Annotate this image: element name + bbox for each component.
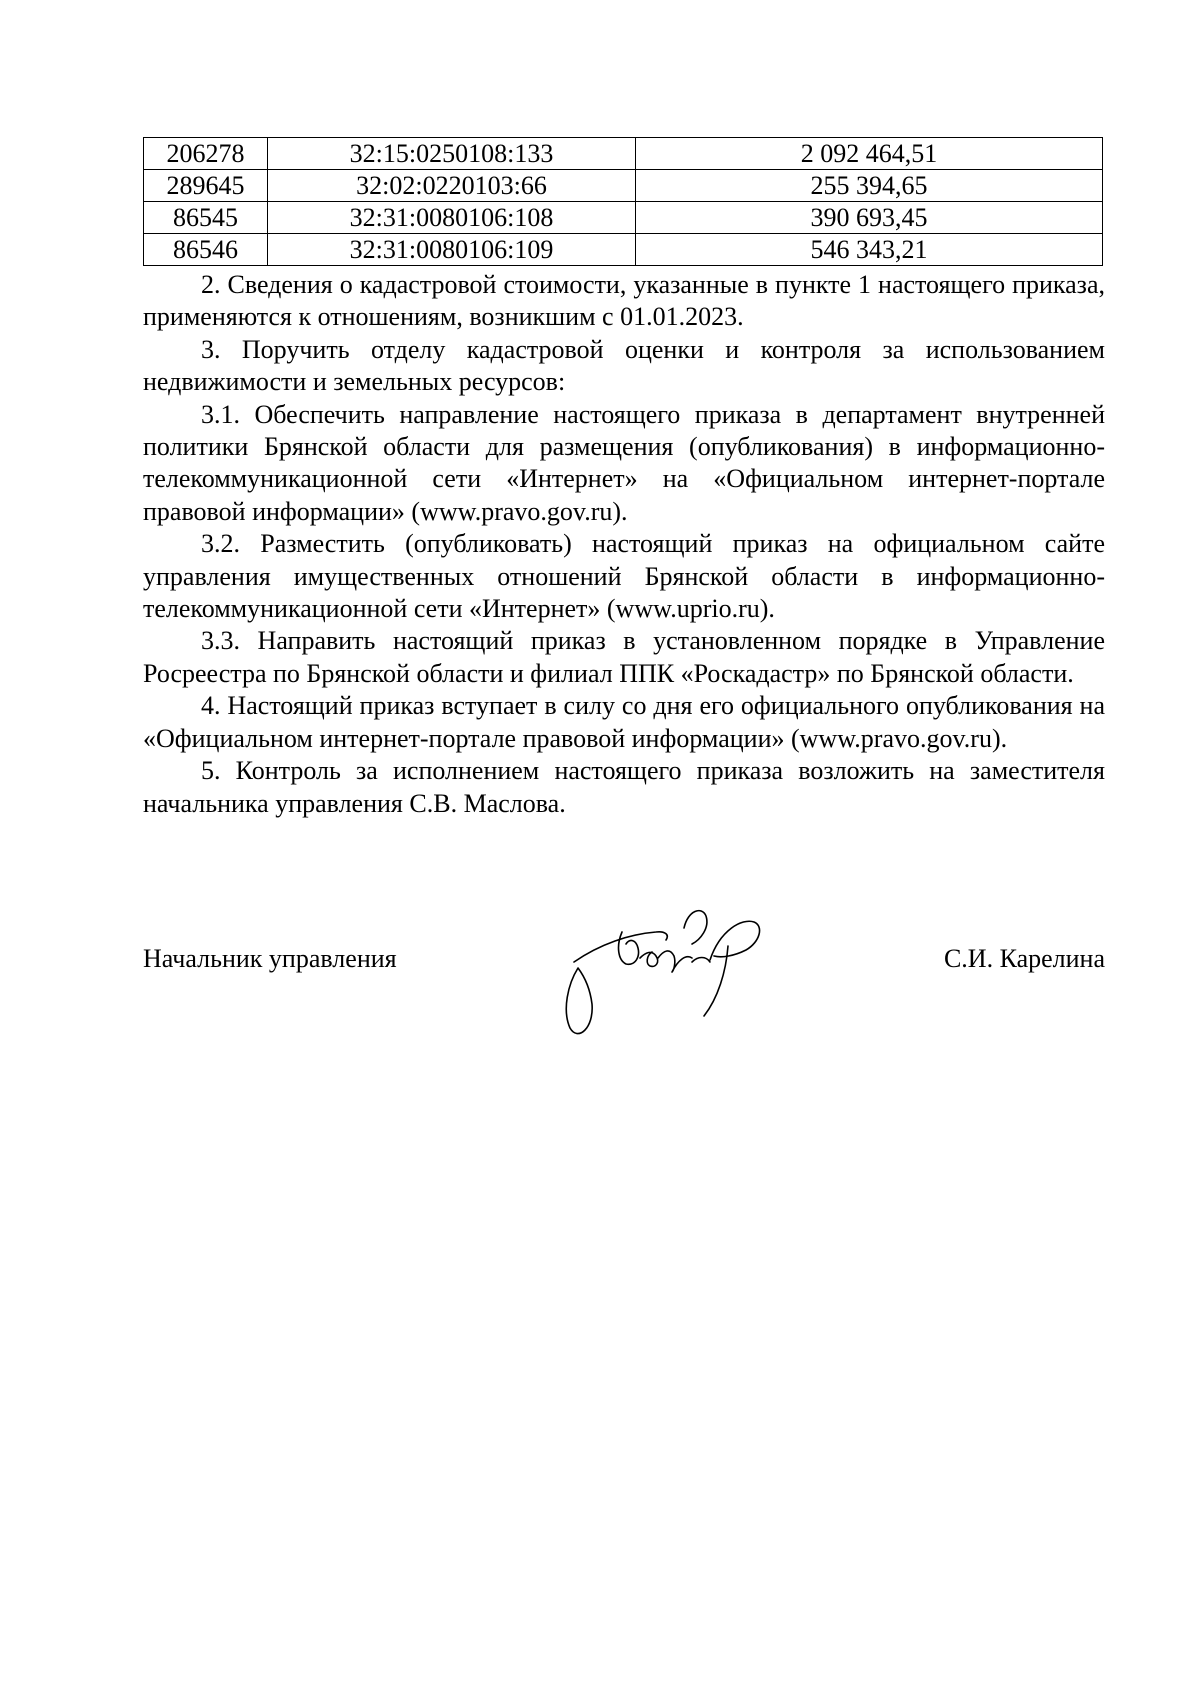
signatory-name: С.И. Карелина (943, 944, 1105, 973)
object-id-cell: 206278 (144, 138, 268, 170)
object-id-cell: 86545 (144, 202, 268, 234)
table-row (144, 202, 1103, 234)
table-row (144, 234, 1103, 266)
object-id-cell: 86546 (144, 234, 268, 266)
paragraph-5: 5. Контроль за исполнением настоящего приказа возложить на заместителя начальника управления С.В. Маслова. (143, 756, 1105, 818)
cadastral-number-cell: 32:02:0220103:66 (268, 170, 636, 202)
paragraph-3-1: 3.1. Обеспечить направление настоящего приказа в департамент внутренней политики Брянской области для размещения (опубликования) в информационно-телекоммуникационной сети «Интернет» на «Официальном интернет-портале правовой информации» (www.pravo.gov.ru). (143, 399, 1105, 526)
paragraph-2: 2. Сведения о кадастровой стоимости, указанные в пункте 1 настоящего приказа, применяются к отношениям, возникшим с 01.01.2023. (143, 270, 1105, 332)
cadastral-value-cell: 2 092 464,51 (636, 138, 1103, 170)
position-title: Начальник управления (143, 944, 397, 973)
table-row (144, 138, 1103, 170)
order-body-text (143, 269, 1105, 820)
handwritten-signature (560, 900, 810, 1040)
paragraph-3-2: 3.2. Разместить (опубликовать) настоящий приказ на официальном сайте управления имущественных отношений Брянской области в информационно-телекоммуникационной сети «Интернет» (www.uprio.ru). (143, 529, 1105, 624)
cadastral-number-cell: 32:31:0080106:108 (268, 202, 636, 234)
cadastral-value-cell: 390 693,45 (636, 202, 1103, 234)
cadastral-value-table (143, 137, 1103, 266)
cadastral-value-cell: 546 343,21 (636, 234, 1103, 266)
paragraph-4: 4. Настоящий приказ вступает в силу со дня его официального опубликования на «Официальном интернет-портале правовой информации» (www.pravo.gov.ru). (143, 691, 1105, 753)
cadastral-value-cell: 255 394,65 (636, 170, 1103, 202)
paragraph-3: 3. Поручить отделу кадастровой оценки и контроля за использованием недвижимости и земельных ресурсов: (143, 334, 1105, 397)
table-row (144, 170, 1103, 202)
paragraph-3-3: 3.3. Направить настоящий приказ в установленном порядке в Управление Росреестра по Брянской области и филиал ППК «Роскадастр» по Брянской области. (143, 626, 1105, 688)
cadastral-number-cell: 32:15:0250108:133 (268, 138, 636, 170)
cadastral-number-cell: 32:31:0080106:109 (268, 234, 636, 266)
object-id-cell: 289645 (144, 170, 268, 202)
